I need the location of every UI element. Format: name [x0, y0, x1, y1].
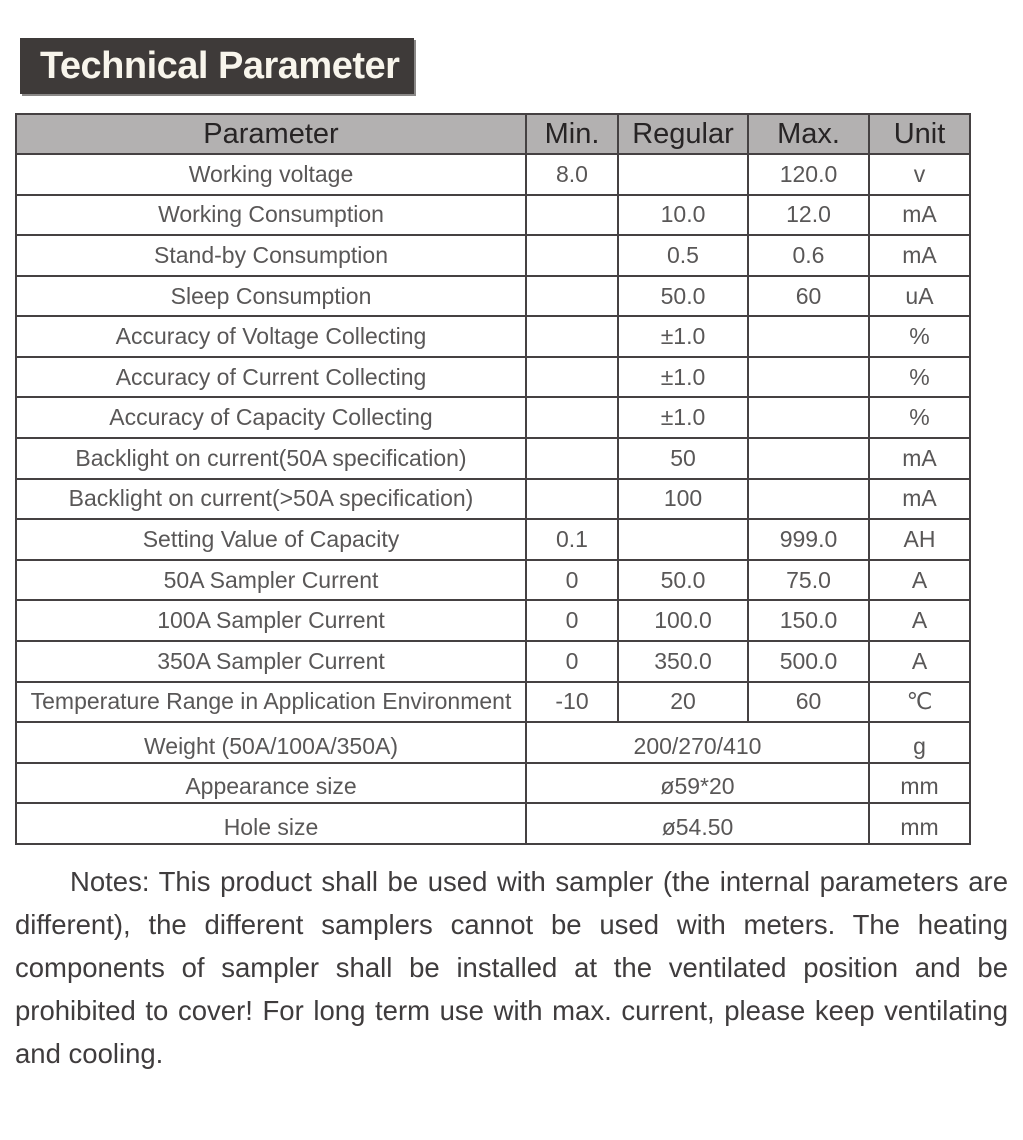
cell-unit: g: [869, 722, 970, 763]
cell-regular: 0.5: [618, 235, 748, 276]
table-row: [16, 682, 970, 723]
cell-min: 0: [526, 600, 618, 641]
cell-unit: A: [869, 600, 970, 641]
cell-min: [526, 479, 618, 520]
table-row: [16, 154, 970, 195]
cell-regular: 100: [618, 479, 748, 520]
cell-regular: 100.0: [618, 600, 748, 641]
cell-min: [526, 276, 618, 317]
cell-max: [748, 438, 869, 479]
cell-min: 0: [526, 641, 618, 682]
cell-unit: AH: [869, 519, 970, 560]
cell-unit: v: [869, 154, 970, 195]
cell-parameter: 100A Sampler Current: [16, 600, 526, 641]
cell-min: [526, 397, 618, 438]
cell-unit: uA: [869, 276, 970, 317]
table-row: [16, 763, 970, 804]
cell-max: 120.0: [748, 154, 869, 195]
table-row: [16, 397, 970, 438]
cell-max: 0.6: [748, 235, 869, 276]
cell-unit: mA: [869, 235, 970, 276]
cell-unit: mA: [869, 195, 970, 236]
section-title-text: Technical Parameter: [40, 44, 400, 87]
table-row: [16, 560, 970, 601]
cell-parameter: Weight (50A/100A/350A): [16, 722, 526, 763]
cell-merged-value: ø59*20: [526, 763, 869, 804]
cell-unit: %: [869, 397, 970, 438]
cell-regular: ±1.0: [618, 316, 748, 357]
cell-parameter: Setting Value of Capacity: [16, 519, 526, 560]
cell-parameter: Sleep Consumption: [16, 276, 526, 317]
technical-parameter-table: [15, 113, 971, 845]
cell-unit: mm: [869, 803, 970, 844]
table-row: [16, 316, 970, 357]
table-row: [16, 357, 970, 398]
cell-unit: mm: [869, 763, 970, 804]
cell-regular: ±1.0: [618, 357, 748, 398]
cell-regular: 350.0: [618, 641, 748, 682]
cell-parameter: Temperature Range in Application Environment: [16, 682, 526, 723]
cell-unit: A: [869, 641, 970, 682]
header-unit: Unit: [869, 114, 970, 154]
table-row: [16, 195, 970, 236]
cell-regular: 50.0: [618, 560, 748, 601]
cell-max: 60: [748, 276, 869, 317]
cell-parameter: Accuracy of Voltage Collecting: [16, 316, 526, 357]
cell-max: 500.0: [748, 641, 869, 682]
cell-min: [526, 357, 618, 398]
section-title: [20, 38, 414, 94]
table-row: [16, 235, 970, 276]
cell-max: 60: [748, 682, 869, 723]
table-row: [16, 276, 970, 317]
header-max: Max.: [748, 114, 869, 154]
cell-parameter: Backlight on current(50A specification): [16, 438, 526, 479]
cell-min: [526, 235, 618, 276]
cell-parameter: Backlight on current(>50A specification): [16, 479, 526, 520]
table-row: [16, 803, 970, 844]
cell-max: 75.0: [748, 560, 869, 601]
cell-parameter: Accuracy of Capacity Collecting: [16, 397, 526, 438]
cell-unit: %: [869, 357, 970, 398]
cell-max: 999.0: [748, 519, 869, 560]
cell-max: [748, 479, 869, 520]
cell-parameter: 50A Sampler Current: [16, 560, 526, 601]
cell-min: [526, 438, 618, 479]
cell-max: 12.0: [748, 195, 869, 236]
cell-regular: 50.0: [618, 276, 748, 317]
cell-parameter: Hole size: [16, 803, 526, 844]
cell-max: [748, 397, 869, 438]
cell-parameter: Stand-by Consumption: [16, 235, 526, 276]
cell-parameter: Appearance size: [16, 763, 526, 804]
cell-min: -10: [526, 682, 618, 723]
header-parameter: Parameter: [16, 114, 526, 154]
cell-max: [748, 357, 869, 398]
notes-paragraph: Notes: This product shall be used with sampler (the internal parameters are different), the different samplers cannot be used with meters. The heating components of sampler shall be installed at the ventilated position and be prohibited to cover! For long term use with max. current, please keep ventilating and cooling.: [15, 866, 1008, 1069]
cell-regular: 20: [618, 682, 748, 723]
table-header-row: [16, 114, 970, 154]
table-row: [16, 641, 970, 682]
cell-max: [748, 316, 869, 357]
cell-unit: mA: [869, 438, 970, 479]
table-row: [16, 600, 970, 641]
cell-unit: ℃: [869, 682, 970, 723]
cell-min: 0.1: [526, 519, 618, 560]
cell-parameter: Working Consumption: [16, 195, 526, 236]
cell-min: [526, 195, 618, 236]
table-row: [16, 438, 970, 479]
cell-parameter: 350A Sampler Current: [16, 641, 526, 682]
cell-regular: 50: [618, 438, 748, 479]
cell-parameter: Accuracy of Current Collecting: [16, 357, 526, 398]
cell-regular: [618, 519, 748, 560]
cell-min: 8.0: [526, 154, 618, 195]
table-row: [16, 722, 970, 763]
cell-min: [526, 316, 618, 357]
cell-unit: mA: [869, 479, 970, 520]
header-min: Min.: [526, 114, 618, 154]
cell-unit: %: [869, 316, 970, 357]
cell-unit: A: [869, 560, 970, 601]
table-row: [16, 519, 970, 560]
table-row: [16, 479, 970, 520]
cell-regular: ±1.0: [618, 397, 748, 438]
cell-parameter: Working voltage: [16, 154, 526, 195]
cell-max: 150.0: [748, 600, 869, 641]
cell-min: 0: [526, 560, 618, 601]
cell-regular: [618, 154, 748, 195]
cell-merged-value: 200/270/410: [526, 722, 869, 763]
cell-regular: 10.0: [618, 195, 748, 236]
table-body: [16, 154, 970, 844]
header-regular: Regular: [618, 114, 748, 154]
cell-merged-value: ø54.50: [526, 803, 869, 844]
